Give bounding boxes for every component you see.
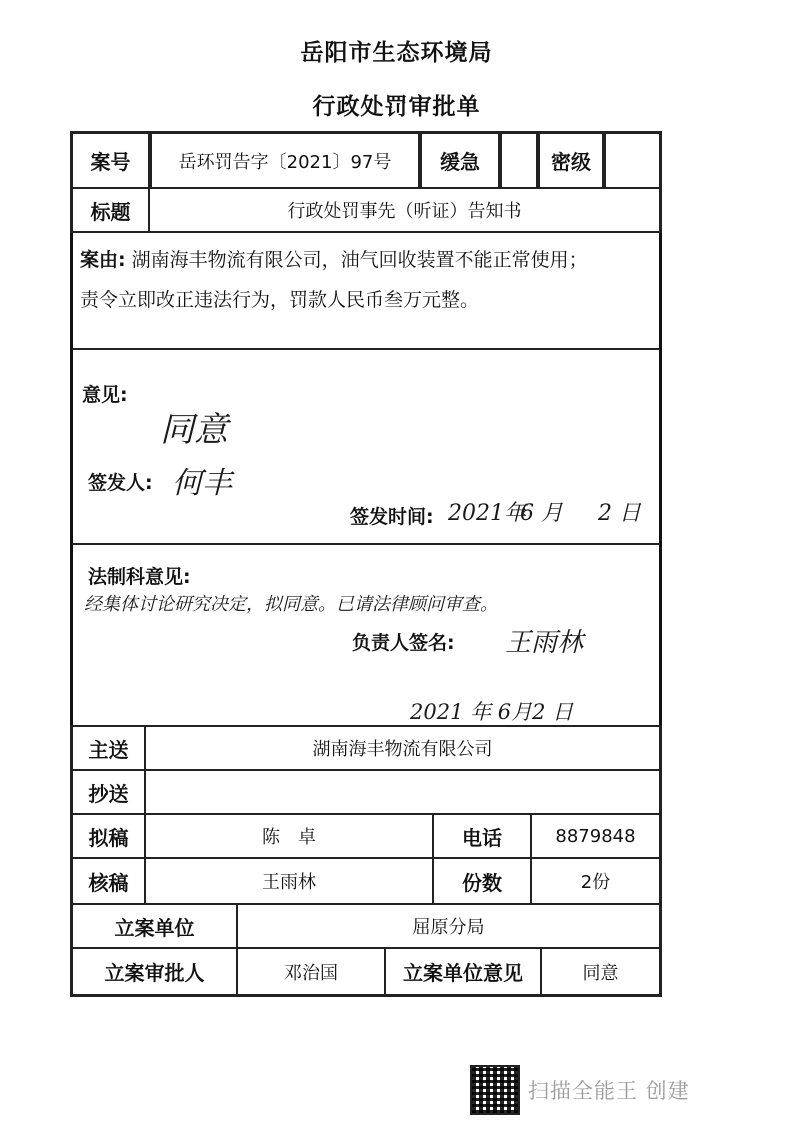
legal-signature: 王雨林 bbox=[505, 628, 584, 658]
divider-cause bbox=[72, 348, 660, 350]
cause-line1: 湖南海丰物流有限公司，油气回收装置不能正常使用； bbox=[131, 249, 588, 271]
case-no-value: 岳环罚告字〔2021〕97号 bbox=[150, 131, 420, 189]
legal-handwritten: 经集体讨论研究决定，拟同意。已请法律顾问审查。 bbox=[84, 594, 498, 615]
signer-signature: 何丰 bbox=[172, 466, 232, 501]
title-value: 行政处罚事先（听证）告知书 bbox=[148, 187, 662, 233]
drafter-label: 拟稿 bbox=[70, 813, 146, 859]
phone-value: 8879848 bbox=[530, 813, 662, 859]
drafter-value: 陈 卓 bbox=[144, 813, 434, 859]
urgency-value bbox=[500, 131, 538, 189]
legal-sign-label: 负责人签名: bbox=[352, 632, 455, 654]
filing-unit-value: 屈原分局 bbox=[236, 903, 662, 949]
phone-label: 电话 bbox=[432, 813, 532, 859]
divider-opinion bbox=[72, 543, 660, 545]
filing-approver-value: 邓治国 bbox=[236, 947, 386, 997]
scanner-watermark bbox=[470, 1065, 690, 1115]
watermark-text: 扫描全能王 创建 bbox=[528, 1079, 690, 1103]
reviewer-value: 王雨林 bbox=[144, 857, 434, 905]
case-no-label: 案号 bbox=[70, 131, 150, 189]
legal-label: 法制科意见: bbox=[88, 566, 191, 588]
secrecy-value bbox=[604, 131, 662, 189]
filing-approver-label: 立案审批人 bbox=[70, 947, 238, 997]
copy-to-label: 抄送 bbox=[70, 769, 146, 815]
send-to-value: 湖南海丰物流有限公司 bbox=[144, 725, 662, 771]
opinion-label: 意见: bbox=[82, 384, 128, 406]
cause-line2: 责令立即改正违法行为，罚款人民币叁万元整。 bbox=[80, 289, 480, 311]
cause-label: 案由: bbox=[80, 249, 126, 271]
reviewer-label: 核稿 bbox=[70, 857, 146, 905]
agency-title: 岳阳市生态环境局 bbox=[300, 40, 493, 66]
filing-opinion-value: 同意 bbox=[540, 947, 662, 997]
issue-date-label: 签发时间: bbox=[350, 506, 434, 528]
issue-date-day: 2 日 bbox=[598, 501, 641, 526]
title-label: 标题 bbox=[70, 187, 150, 233]
urgency-label: 缓急 bbox=[420, 131, 500, 189]
send-to-label: 主送 bbox=[70, 725, 146, 771]
form-title: 行政处罚审批单 bbox=[312, 94, 481, 120]
copies-label: 份数 bbox=[432, 857, 532, 905]
issue-date-month: 6 月 bbox=[520, 501, 563, 526]
copies-value: 2份 bbox=[530, 857, 662, 905]
qr-code-icon bbox=[470, 1065, 520, 1115]
opinion-handwritten: 同意 bbox=[160, 410, 228, 450]
cause-text-line1 bbox=[80, 245, 588, 272]
copy-to-value bbox=[144, 769, 662, 815]
issue-date-year: 2021年 bbox=[448, 501, 526, 526]
filing-unit-label: 立案单位 bbox=[70, 903, 238, 949]
filing-opinion-label: 立案单位意见 bbox=[384, 947, 542, 997]
secrecy-label: 密级 bbox=[538, 131, 604, 189]
legal-date: 2021 年 6月2 日 bbox=[410, 700, 574, 724]
signer-label: 签发人: bbox=[88, 472, 153, 494]
